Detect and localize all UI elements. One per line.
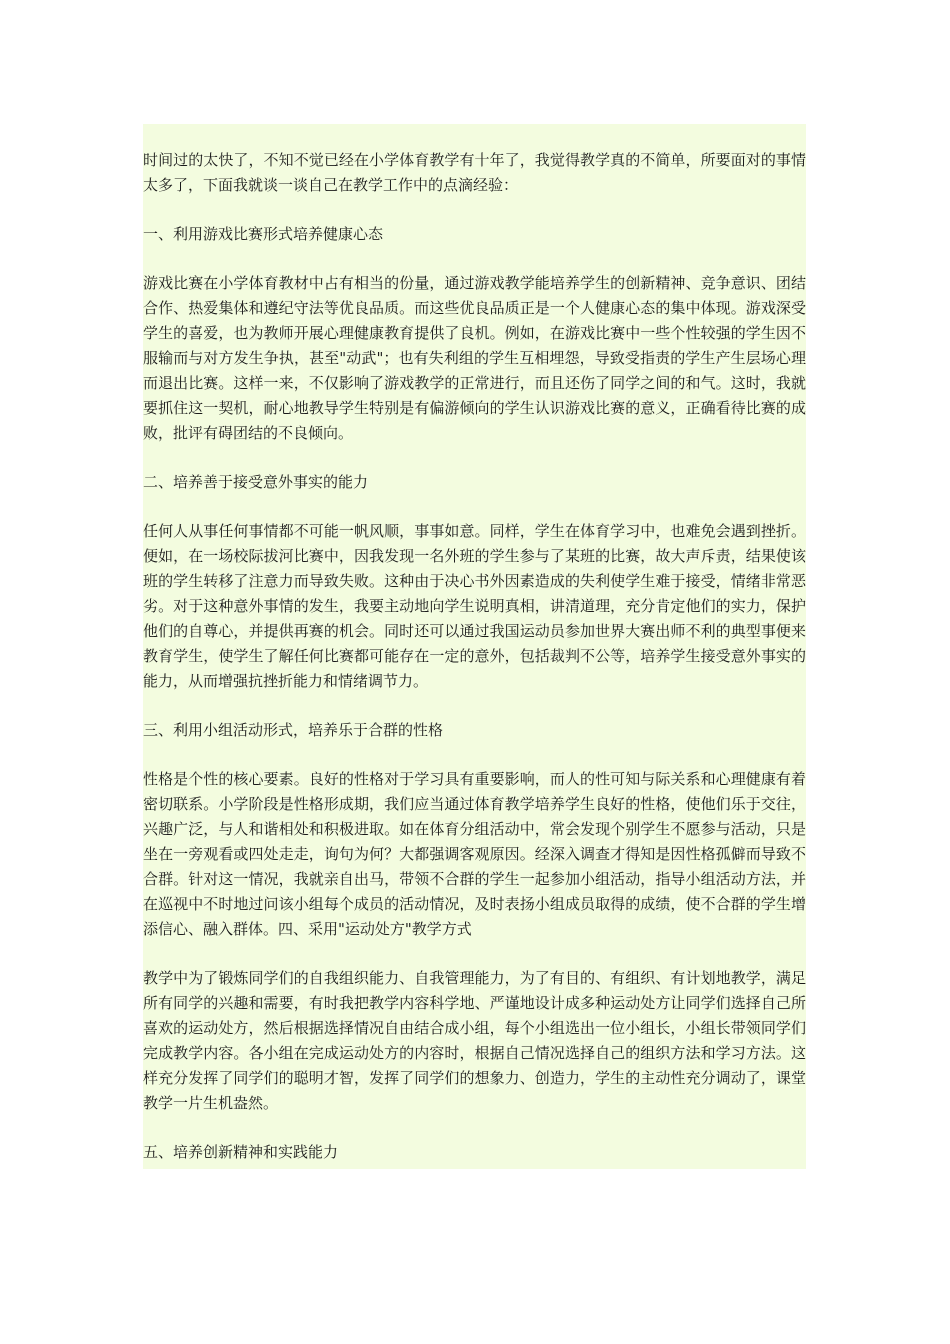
paragraph-gap [143, 247, 806, 271]
section-body-2: 任何人从事任何事情都不可能一帆风顺，事事如意。同样，学生在体育学习中，也难免会遇到挫折。便如，在一场校际拔河比赛中，因我发现一名外班的学生参与了某班的比赛，故大声斥责，结果使该班的学生转移了注意力而导致失败。这种由于决心书外因素造成的失利使学生难于接受，情绪非常恶劣。对于这种意外事情的发生，我要主动地向学生说明真相，讲清道理，充分肯定他们的实力，保护他们的自尊心，并提供再赛的机会。同时还可以通过我国运动员参加世界大赛出师不利的典型事便来教育学生，使学生了解任何比赛都可能存在一定的意外，包括裁判不公等，培养学生接受意外事实的能力，从而增强抗挫折能力和情绪调节力。 [143, 522, 806, 690]
section-heading-5: 五、培养创新精神和实践能力 [143, 1143, 339, 1161]
paragraph-gap [143, 694, 806, 718]
section-heading-1: 一、利用游戏比赛形式培养健康心态 [143, 225, 384, 243]
paragraph-gap [143, 495, 806, 519]
article-body [143, 124, 806, 1169]
section-heading-3: 三、利用小组活动形式，培养乐于合群的性格 [143, 721, 444, 739]
section-body-3: 性格是个性的核心要素。良好的性格对于学习具有重要影响，而人的性可知与际关系和心理健康有着密切联系。小学阶段是性格形成期，我们应当通过体育教学培养学生良好的性格，使他们乐于交往，兴趣广泛，与人和谐相处和积极进取。如在体育分组活动中，常会发现个别学生不愿参与活动，只是坐在一旁观看或四处走走，询句为何？大都强调客观原因。经深入调查才得知是因性格孤僻而导致不合群。针对这一情况，我就亲自出马，带领不合群的学生一起参加小组活动，指导小组活动方法，并在巡视中不时地过问该小组每个成员的活动情况，及时表扬小组成员取得的成绩，使不合群的学生增添信心、融入群体。四、采用"运动处方"教学方式 [143, 770, 806, 938]
intro-paragraph: 时间过的太快了，不知不觉已经在小学体育教学有十年了，我觉得教学真的不简单，所要面对的事情太多了，下面我就谈一谈自己在教学工作中的点滴经验： [143, 151, 806, 194]
section-body-4: 教学中为了锻炼同学们的自我组织能力、自我管理能力，为了有目的、有组织、有计划地教学，满足所有同学的兴趣和需要，有时我把教学内容科学地、严谨地设计成多种运动处方让同学们选择自己所喜欢的运动处方，然后根据选择情况自由结合成小组，每个小组选出一位小组长，小组长带领同学们完成教学内容。各小组在完成运动处方的内容时，根据自己情况选择自己的组织方法和学习方法。这样充分发挥了同学们的聪明才智，发挥了同学们的想象力、创造力，学生的主动性充分调动了，课堂教学一片生机盎然。 [143, 969, 806, 1112]
paragraph-gap [143, 743, 806, 767]
paragraph-gap [143, 446, 806, 470]
section-heading-2: 二、培养善于接受意外事实的能力 [143, 473, 369, 491]
section-body-1: 游戏比赛在小学体育教材中占有相当的份量，通过游戏教学能培养学生的创新精神、竞争意识、团结合作、热爱集体和遵纪守法等优良品质。而这些优良品质正是一个人健康心态的集中体现。游戏深受学生的喜爱，也为教师开展心理健康教育提供了良机。例如，在游戏比赛中一些个性较强的学生因不服输而与对方发生争执，甚至"动武"；也有失利组的学生互相埋怨，导致受指责的学生产生层场心理而退出比赛。这样一来，不仅影响了游戏教学的正常进行，而且还伤了同学之间的和气。这时，我就要抓住这一契机，耐心地教导学生特别是有偏游倾向的学生认识游戏比赛的意义，正确看待比赛的成败，批评有碍团结的不良倾向。 [143, 274, 806, 442]
paragraph-gap [143, 942, 806, 966]
paragraph-gap [143, 1116, 806, 1140]
paragraph-gap [143, 198, 806, 222]
